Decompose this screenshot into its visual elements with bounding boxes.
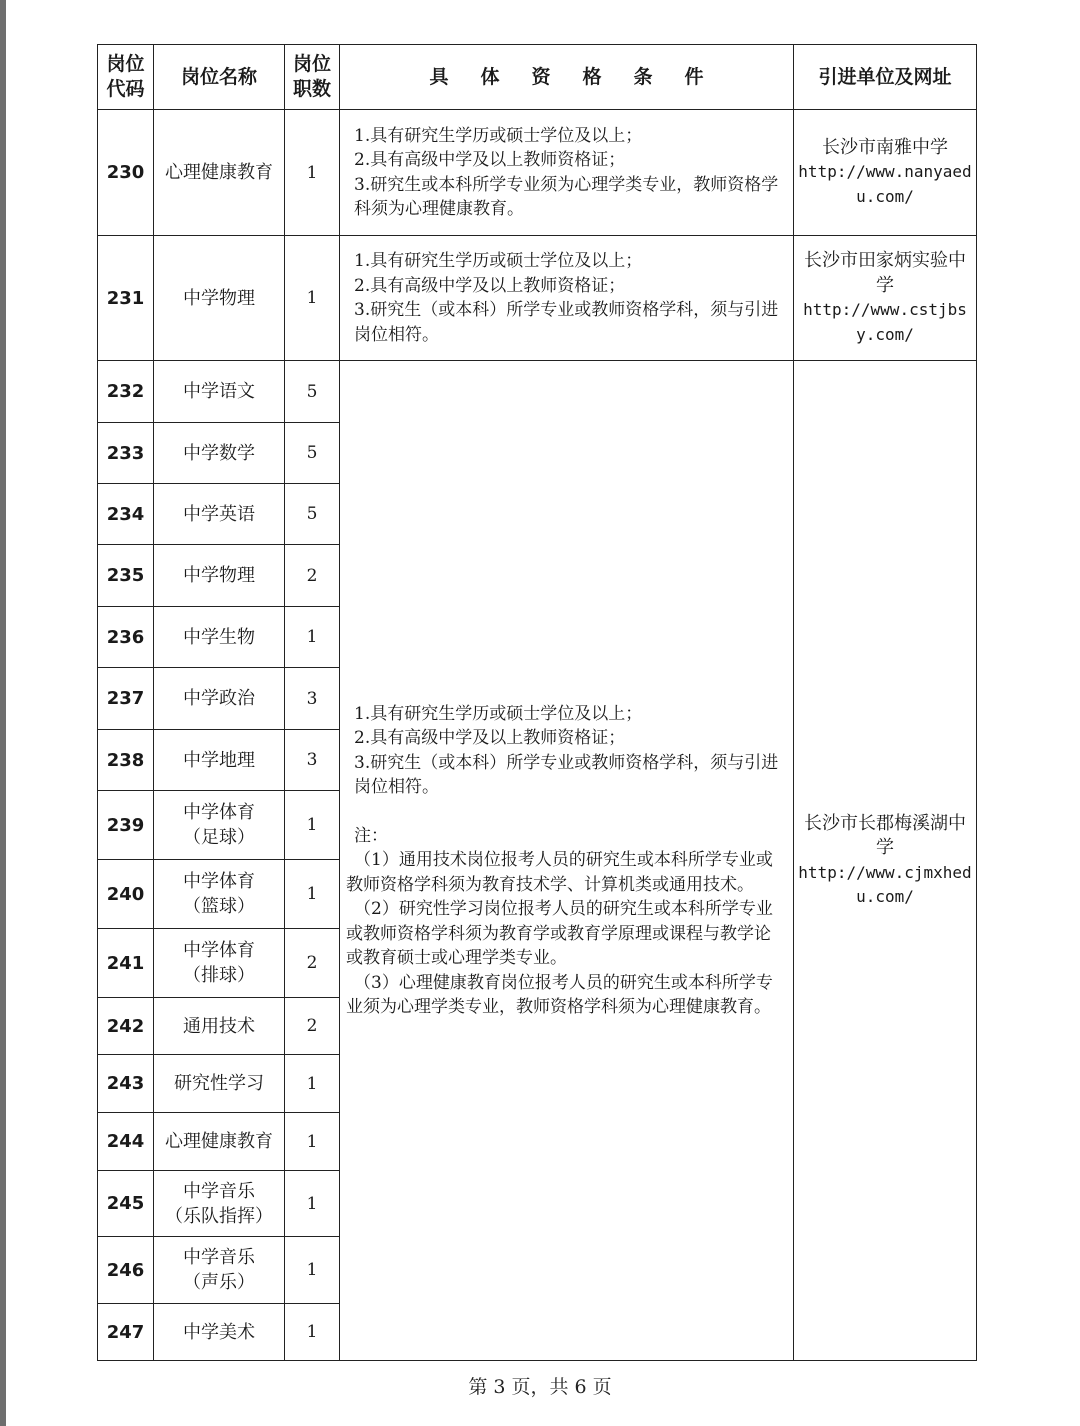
header-row bbox=[98, 45, 977, 110]
unit-url[interactable]: http://www.cjmxhedu.com/ bbox=[798, 862, 972, 906]
post-name-text: 中学语文 bbox=[183, 381, 255, 402]
note-item: （1）通用技术岗位报考人员的研究生或本科所学专业或教师资格学科须为教育技术学、计算机类或通用技术。 bbox=[346, 850, 773, 895]
header-count-text: 岗位职数 bbox=[292, 53, 331, 100]
post-count: 2 bbox=[285, 998, 340, 1055]
post-name bbox=[154, 929, 285, 998]
post-count: 2 bbox=[285, 545, 340, 607]
unit-url[interactable]: http://www.nanyaedu.com/ bbox=[798, 162, 972, 206]
condition-item: 1.具有研究生学历或硕士学位及以上； bbox=[354, 251, 643, 271]
post-name bbox=[154, 423, 285, 484]
post-name-text: 中学体育 bbox=[183, 802, 255, 823]
post-count: 1 bbox=[285, 1113, 340, 1171]
post-name bbox=[154, 730, 285, 791]
post-name-text: 中学物理 bbox=[183, 565, 255, 586]
qualification-conditions bbox=[340, 361, 794, 1361]
post-code: 230 bbox=[98, 110, 154, 236]
header-conditions-char: 条 bbox=[633, 65, 653, 88]
condition-item: 2.具有高级中学及以上教师资格证； bbox=[354, 728, 626, 748]
post-name-text: 中学政治 bbox=[183, 688, 255, 709]
post-name-text: 中学美术 bbox=[183, 1321, 255, 1343]
post-name-text: 通用技术 bbox=[183, 1015, 255, 1037]
post-name-text: 中学音乐 bbox=[183, 1247, 255, 1268]
post-code: 232 bbox=[98, 361, 154, 423]
condition-item: 1.具有研究生学历或硕士学位及以上； bbox=[354, 703, 643, 724]
post-name-text: 中学体育 bbox=[183, 940, 255, 961]
hiring-unit bbox=[794, 361, 977, 1361]
condition-item: 3.研究生或本科所学专业须为心理学类专业，教师资格学科须为心理健康教育。 bbox=[354, 174, 779, 219]
post-count: 1 bbox=[285, 1171, 340, 1237]
post-code: 245 bbox=[98, 1171, 154, 1237]
post-name bbox=[154, 545, 285, 607]
table-body bbox=[98, 110, 977, 1361]
unit-name: 长沙市田家炳实验中学 bbox=[804, 250, 966, 296]
post-code: 240 bbox=[98, 860, 154, 929]
hiring-unit bbox=[794, 110, 977, 236]
post-name-text: 中学生物 bbox=[183, 626, 255, 648]
post-count: 5 bbox=[285, 484, 340, 545]
post-code: 234 bbox=[98, 484, 154, 545]
post-name bbox=[154, 791, 285, 860]
post-code: 239 bbox=[98, 791, 154, 860]
unit-name: 长沙市南雅中学 bbox=[822, 136, 948, 158]
header-count bbox=[285, 45, 340, 110]
post-count: 3 bbox=[285, 668, 340, 730]
table-row bbox=[98, 110, 977, 236]
post-name-text: 心理健康教育 bbox=[165, 1131, 273, 1152]
post-name bbox=[154, 1237, 285, 1304]
post-name bbox=[154, 668, 285, 730]
header-code-text: 岗位代码 bbox=[106, 53, 145, 100]
post-code: 238 bbox=[98, 730, 154, 791]
header-conditions-char: 具 bbox=[429, 65, 449, 88]
post-name bbox=[154, 1113, 285, 1171]
condition-item: 2.具有高级中学及以上教师资格证； bbox=[354, 150, 626, 170]
post-code: 244 bbox=[98, 1113, 154, 1171]
post-name-text: 心理健康教育 bbox=[165, 162, 273, 183]
note-item: （2）研究性学习岗位报考人员的研究生或本科所学专业或教师资格学科须为教育学或教育学原理或课程与教学论或教育硕士或心理学类专业。 bbox=[346, 899, 773, 968]
post-code: 247 bbox=[98, 1304, 154, 1361]
post-name bbox=[154, 1171, 285, 1237]
post-count: 5 bbox=[285, 423, 340, 484]
unit-name: 长沙市长郡梅溪湖中学 bbox=[804, 812, 966, 858]
table-row bbox=[98, 236, 977, 361]
post-name-text: 中学地理 bbox=[183, 749, 255, 771]
header-code bbox=[98, 45, 154, 110]
condition-item: 2.具有高级中学及以上教师资格证； bbox=[354, 275, 626, 296]
header-conditions-char: 资 bbox=[531, 65, 551, 88]
left-edge-shadow bbox=[0, 0, 6, 1426]
post-name-text: 中学英语 bbox=[183, 503, 255, 525]
post-name bbox=[154, 110, 285, 236]
post-name-sub: （乐队指挥） bbox=[165, 1205, 273, 1227]
post-count: 1 bbox=[285, 791, 340, 860]
header-conditions bbox=[340, 45, 794, 110]
post-count: 5 bbox=[285, 361, 340, 423]
post-name bbox=[154, 236, 285, 361]
post-name-text: 中学数学 bbox=[183, 442, 255, 464]
post-count: 1 bbox=[285, 1304, 340, 1361]
post-code: 231 bbox=[98, 236, 154, 361]
condition-item: 1.具有研究生学历或硕士学位及以上； bbox=[354, 125, 643, 146]
page-footer: 第 3 页，共 6 页 bbox=[468, 1376, 612, 1398]
notes-title: 注： bbox=[354, 825, 388, 846]
post-code: 241 bbox=[98, 929, 154, 998]
post-code: 236 bbox=[98, 607, 154, 668]
post-code: 243 bbox=[98, 1055, 154, 1113]
post-count: 2 bbox=[285, 929, 340, 998]
post-count: 1 bbox=[285, 607, 340, 668]
post-name bbox=[154, 607, 285, 668]
hiring-unit bbox=[794, 236, 977, 361]
header-name: 岗位名称 bbox=[154, 45, 285, 110]
post-name-sub: （声乐） bbox=[183, 1272, 255, 1293]
unit-url[interactable]: http://www.cstjbsy.com/ bbox=[803, 300, 967, 344]
post-name bbox=[154, 1304, 285, 1361]
post-name-text: 中学体育 bbox=[183, 871, 255, 892]
condition-item: 3.研究生（或本科）所学专业或教师资格学科，须与引进岗位相符。 bbox=[354, 752, 779, 797]
header-conditions-char: 格 bbox=[582, 65, 602, 88]
post-count: 1 bbox=[285, 860, 340, 929]
header-conditions-char: 体 bbox=[480, 65, 500, 88]
post-name-text: 中学物理 bbox=[183, 287, 255, 309]
post-count: 1 bbox=[285, 1055, 340, 1113]
header-conditions-char: 件 bbox=[684, 65, 704, 88]
post-name bbox=[154, 1055, 285, 1113]
post-count: 3 bbox=[285, 730, 340, 791]
post-code: 246 bbox=[98, 1237, 154, 1304]
post-count: 1 bbox=[285, 236, 340, 361]
post-name-sub: （足球） bbox=[183, 827, 255, 848]
condition-item: 3.研究生（或本科）所学专业或教师资格学科，须与引进岗位相符。 bbox=[354, 300, 779, 345]
post-code: 235 bbox=[98, 545, 154, 607]
post-name-text: 研究性学习 bbox=[174, 1073, 264, 1094]
post-code: 242 bbox=[98, 998, 154, 1055]
post-name-text: 中学音乐 bbox=[183, 1180, 255, 1202]
post-count: 1 bbox=[285, 1237, 340, 1304]
post-name bbox=[154, 484, 285, 545]
post-name bbox=[154, 998, 285, 1055]
post-code: 237 bbox=[98, 668, 154, 730]
post-name bbox=[154, 361, 285, 423]
post-name bbox=[154, 860, 285, 929]
table-row bbox=[98, 361, 977, 423]
recruitment-table bbox=[97, 44, 977, 1361]
header-unit: 引进单位及网址 bbox=[794, 45, 977, 110]
qualification-conditions bbox=[340, 110, 794, 236]
note-item: （3）心理健康教育岗位报考人员的研究生或本科所学专业须为心理学类专业，教师资格学科须为心理健康教育。 bbox=[346, 972, 773, 1017]
post-name-sub: （排球） bbox=[183, 965, 255, 986]
post-code: 233 bbox=[98, 423, 154, 484]
post-count: 1 bbox=[285, 110, 340, 236]
post-name-sub: （篮球） bbox=[183, 896, 255, 917]
qualification-conditions bbox=[340, 236, 794, 361]
